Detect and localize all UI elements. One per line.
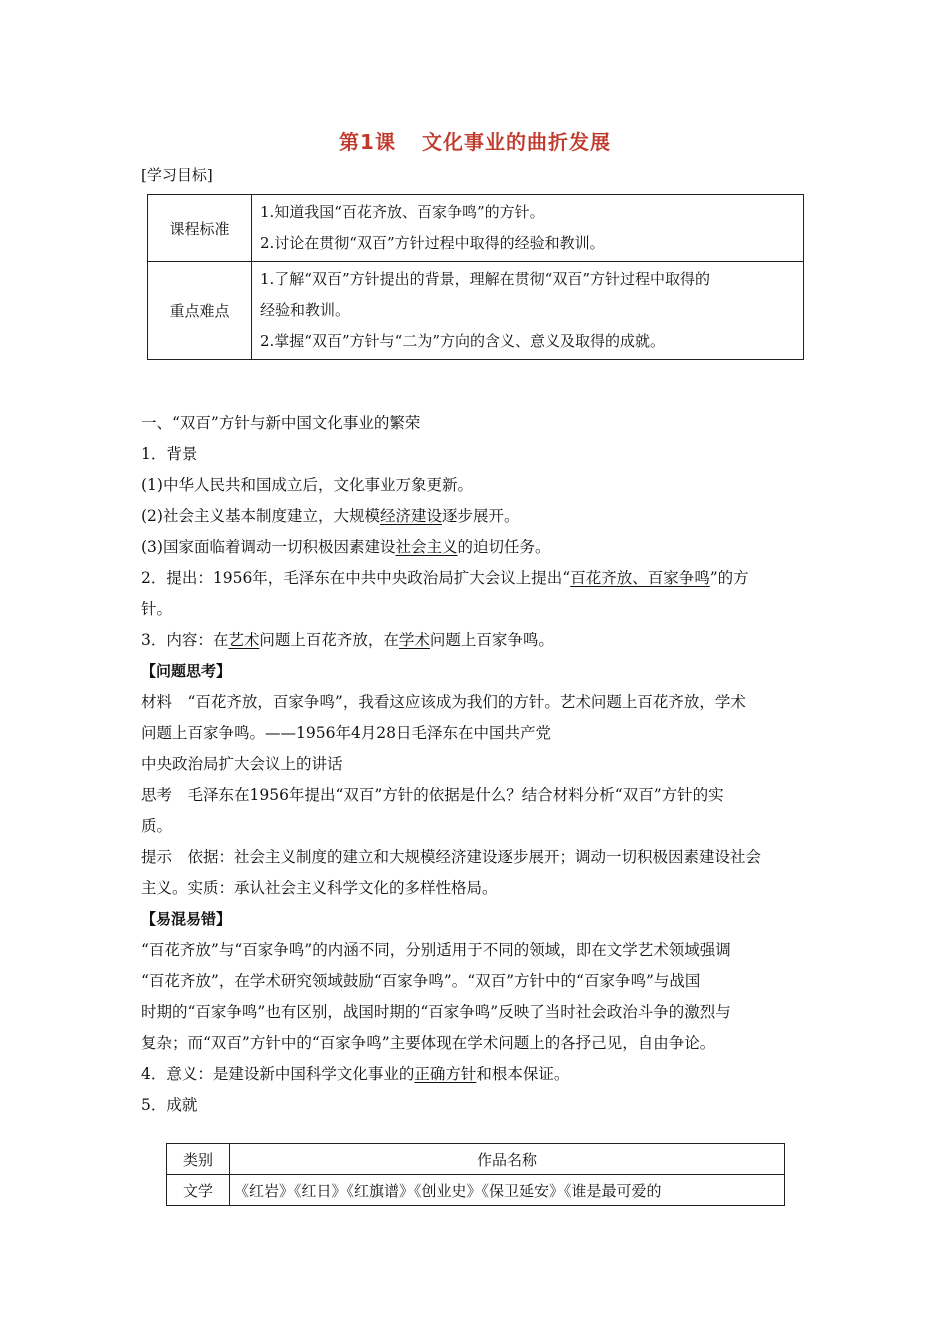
goal-line: 1.知道我国“百花齐放、百家争鸣”的方针。 <box>260 203 545 221</box>
cell-works: 《红岩》《红日》《红旗谱》《创业史》《保卫延安》《谁是最可爱的 <box>230 1175 785 1206</box>
background-title: 1．背景 <box>141 445 198 463</box>
table-row <box>167 1144 785 1175</box>
works-table <box>166 1143 785 1206</box>
learning-goals-table <box>147 194 804 360</box>
row-body-key-points <box>252 262 804 360</box>
goal-line: 2.讨论在贯彻“双百”方针过程中取得的经验和教训。 <box>260 234 605 252</box>
think-line: 质。 <box>141 817 173 835</box>
header-category: 类别 <box>167 1144 230 1175</box>
row-head-key-points: 重点难点 <box>148 262 252 360</box>
row-head-curriculum: 课程标准 <box>148 195 252 262</box>
learning-goals-label: [学习目标] <box>141 166 213 184</box>
proposal-line-cont: 针。 <box>141 600 173 618</box>
goal-line: 1.了解“双百”方针提出的背景，理解在贯彻“双百”方针过程中取得的 <box>260 270 710 288</box>
content-line: 3．内容：在艺术问题上百花齐放，在学术问题上百家争鸣。 <box>141 631 554 649</box>
significance-line: 4．意义：是建设新中国科学文化事业的正确方针和根本保证。 <box>141 1065 570 1083</box>
section-heading: 一、“双百”方针与新中国文化事业的繁荣 <box>141 414 421 432</box>
confusion-line: 时期的“百家争鸣”也有区别，战国时期的“百家争鸣”反映了当时社会政治斗争的激烈与 <box>141 1003 731 1021</box>
confusion-line: 复杂；而“双百”方针中的“百家争鸣”主要体现在学术问题上的各抒己见，自由争论。 <box>141 1034 716 1052</box>
goal-line: 经验和教训。 <box>260 301 351 319</box>
confusion-label: 【易混易错】 <box>141 910 232 928</box>
table-row <box>167 1175 785 1206</box>
lesson-name: 文化事业的曲折发展 <box>421 130 611 154</box>
section-body <box>141 408 811 1121</box>
material-line: 中央政治局扩大会议上的讲话 <box>141 755 343 773</box>
achievement-title: 5．成就 <box>141 1096 198 1114</box>
hint-line: 提示 依据：社会主义制度的建立和大规模经济建设逐步展开；调动一切积极因素建设社会 <box>141 848 762 866</box>
cell-category: 文学 <box>167 1175 230 1206</box>
hint-line: 主义。实质：承认社会主义科学文化的多样性格局。 <box>141 879 498 897</box>
material-line: 问题上百家争鸣。——1956年4月28日毛泽东在中国共产党 <box>141 724 552 742</box>
material-line: 材料 “百花齐放，百家争鸣”，我看这应该成为我们的方针。艺术问题上百花齐放，学术 <box>141 693 746 711</box>
row-body-curriculum <box>252 195 804 262</box>
lesson-title <box>0 126 950 155</box>
table-row <box>148 195 804 262</box>
proposal-line: 2．提出：1956年，毛泽东在中共中央政治局扩大会议上提出“百花齐放、百家争鸣”的方 <box>141 569 749 587</box>
confusion-line: “百花齐放”，在学术研究领域鼓励“百家争鸣”。“双百”方针中的“百家争鸣”与战国 <box>141 972 701 990</box>
background-item-3: (3)国家面临着调动一切积极因素建设社会主义的迫切任务。 <box>141 538 551 556</box>
goal-line: 2.掌握“双百”方针与“二为”方向的含义、意义及取得的成就。 <box>260 332 665 350</box>
confusion-line: “百花齐放”与“百家争鸣”的内涵不同，分别适用于不同的领域，即在文学艺术领域强调 <box>141 941 731 959</box>
question-think-label: 【问题思考】 <box>141 662 232 680</box>
header-works: 作品名称 <box>230 1144 785 1175</box>
think-line: 思考 毛泽东在1956年提出“双百”方针的依据是什么？结合材料分析“双百”方针的实 <box>141 786 724 804</box>
background-item-1: (1)中华人民共和国成立后，文化事业万象更新。 <box>141 476 473 494</box>
lesson-number: 第1课 <box>339 130 396 154</box>
background-item-2: (2)社会主义基本制度建立，大规模经济建设逐步展开。 <box>141 507 520 525</box>
table-row <box>148 262 804 360</box>
